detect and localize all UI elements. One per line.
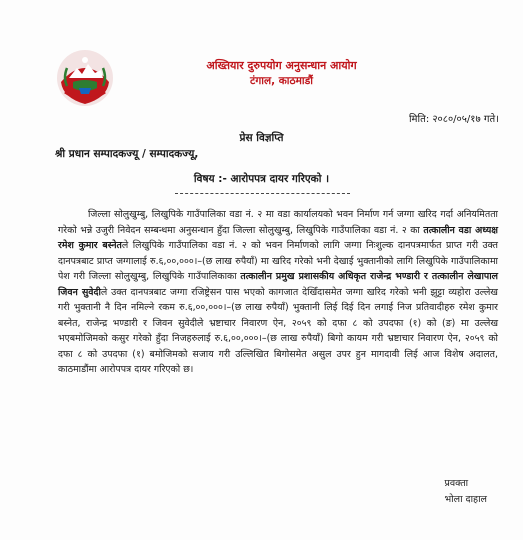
- signoff-name: भोला दाहाल: [444, 494, 487, 505]
- accused-officials: तत्कालीन प्रमुख प्रशासकीय अधिकृत राजेन्द्र भण्डारी र तत्कालीन लेखापाल जिवन सुवेदी: [58, 271, 499, 298]
- organization-address: टंगाल, काठमाडौं: [250, 75, 313, 87]
- addressee-line: श्री प्रधान सम्पादकज्यू / सम्पादकज्यू,: [55, 148, 199, 160]
- body-paragraph: [58, 207, 498, 378]
- date-line: मिति: २०८०/०५/१७ गते।: [408, 114, 499, 125]
- divider: [175, 193, 350, 194]
- accused-ward-chair: तत्कालीन वडा अध्यक्ष रमेश कुमार बस्नेत: [58, 224, 498, 251]
- organization-name: अख्तियार दुरुपयोग अनुसन्धान आयोग: [206, 59, 357, 72]
- body-text-part-2: ले लिखुपिके गाउँपालिका वडा नं. २ को भवन निर्माणको लागि जग्गा निःशुल्क दानपत्रमार्फत प्राप्त गरी उक्त दानपत्रबाट प्राप्त जग्गालाई रु.६,००,०००।–(छ लाख रुपैयाँ) मा खरिद गरेको भनी देखाई भुक्तानीको लागि लिखुपिके गाउँपालिकामा पेश गरी जिल्ला सोलुखुम्बु, लिखुपिके गाउँपालिकाका: [58, 240, 498, 282]
- signoff-block: [444, 476, 487, 508]
- body-text-part-3: ले उक्त दानपत्रबाट जग्गा रजिष्ट्रेसन पास भएको कागजात देखिँदासमेत जग्गा खरिद गरेको भनी झुट्टा व्यहोरा उल्लेख गरी भुक्तानी नै दिन नमिल्ने रकम रु.६,००,०००।–(छ लाख रुपैयाँ) भुक्तानी लिई दिई दिन लगाई निज प्रतिवादीहरु रमेश कुमार बस्नेत, राजेन्द्र भण्डारी र जिवन सुवेदीले भ्रष्टाचार निवारण ऐन, २०५९ को दफा ८ को उपदफा (१) को (ङ) मा उल्लेख भएबमोजिमको कसुर गरेको हुँदा निजहरुलाई रु.६,००,०००।–(छ लाख रुपैयाँ) बिगो कायम गरी भ्रष्टाचार निवारण ऐन, २०५९ को दफा ८ को उपदफा (१) बमोजिमको सजाय गरी उल्लिखित बिगोसमेत असुल उपर हुन मागदावी लिई आज विशेष अदालत, काठमाडौंमा आरोपपत्र दायर गरिएको छ।: [58, 286, 498, 375]
- page-title: प्रेस विज्ञप्ति: [239, 132, 284, 144]
- subject-line: विषय :- आरोपपत्र दायर गरिएको ।: [193, 173, 330, 185]
- body-text-part-1: जिल्ला सोलुखुम्बु, लिखुपिके गाउँपालिका वडा नं. २ मा वडा कार्यालयको भवन निर्माण गर्न जग्गा खरिद गर्दा अनियमितता गरेको भन्ने उजुरी निवेदन सम्बन्धमा अनुसन्धान हुँदा जिल्ला सोलुखुम्बु, लिखुपिके गाउँपालिका वडा नं. २ का: [58, 209, 498, 236]
- signoff-role: प्रवक्ता: [444, 478, 469, 489]
